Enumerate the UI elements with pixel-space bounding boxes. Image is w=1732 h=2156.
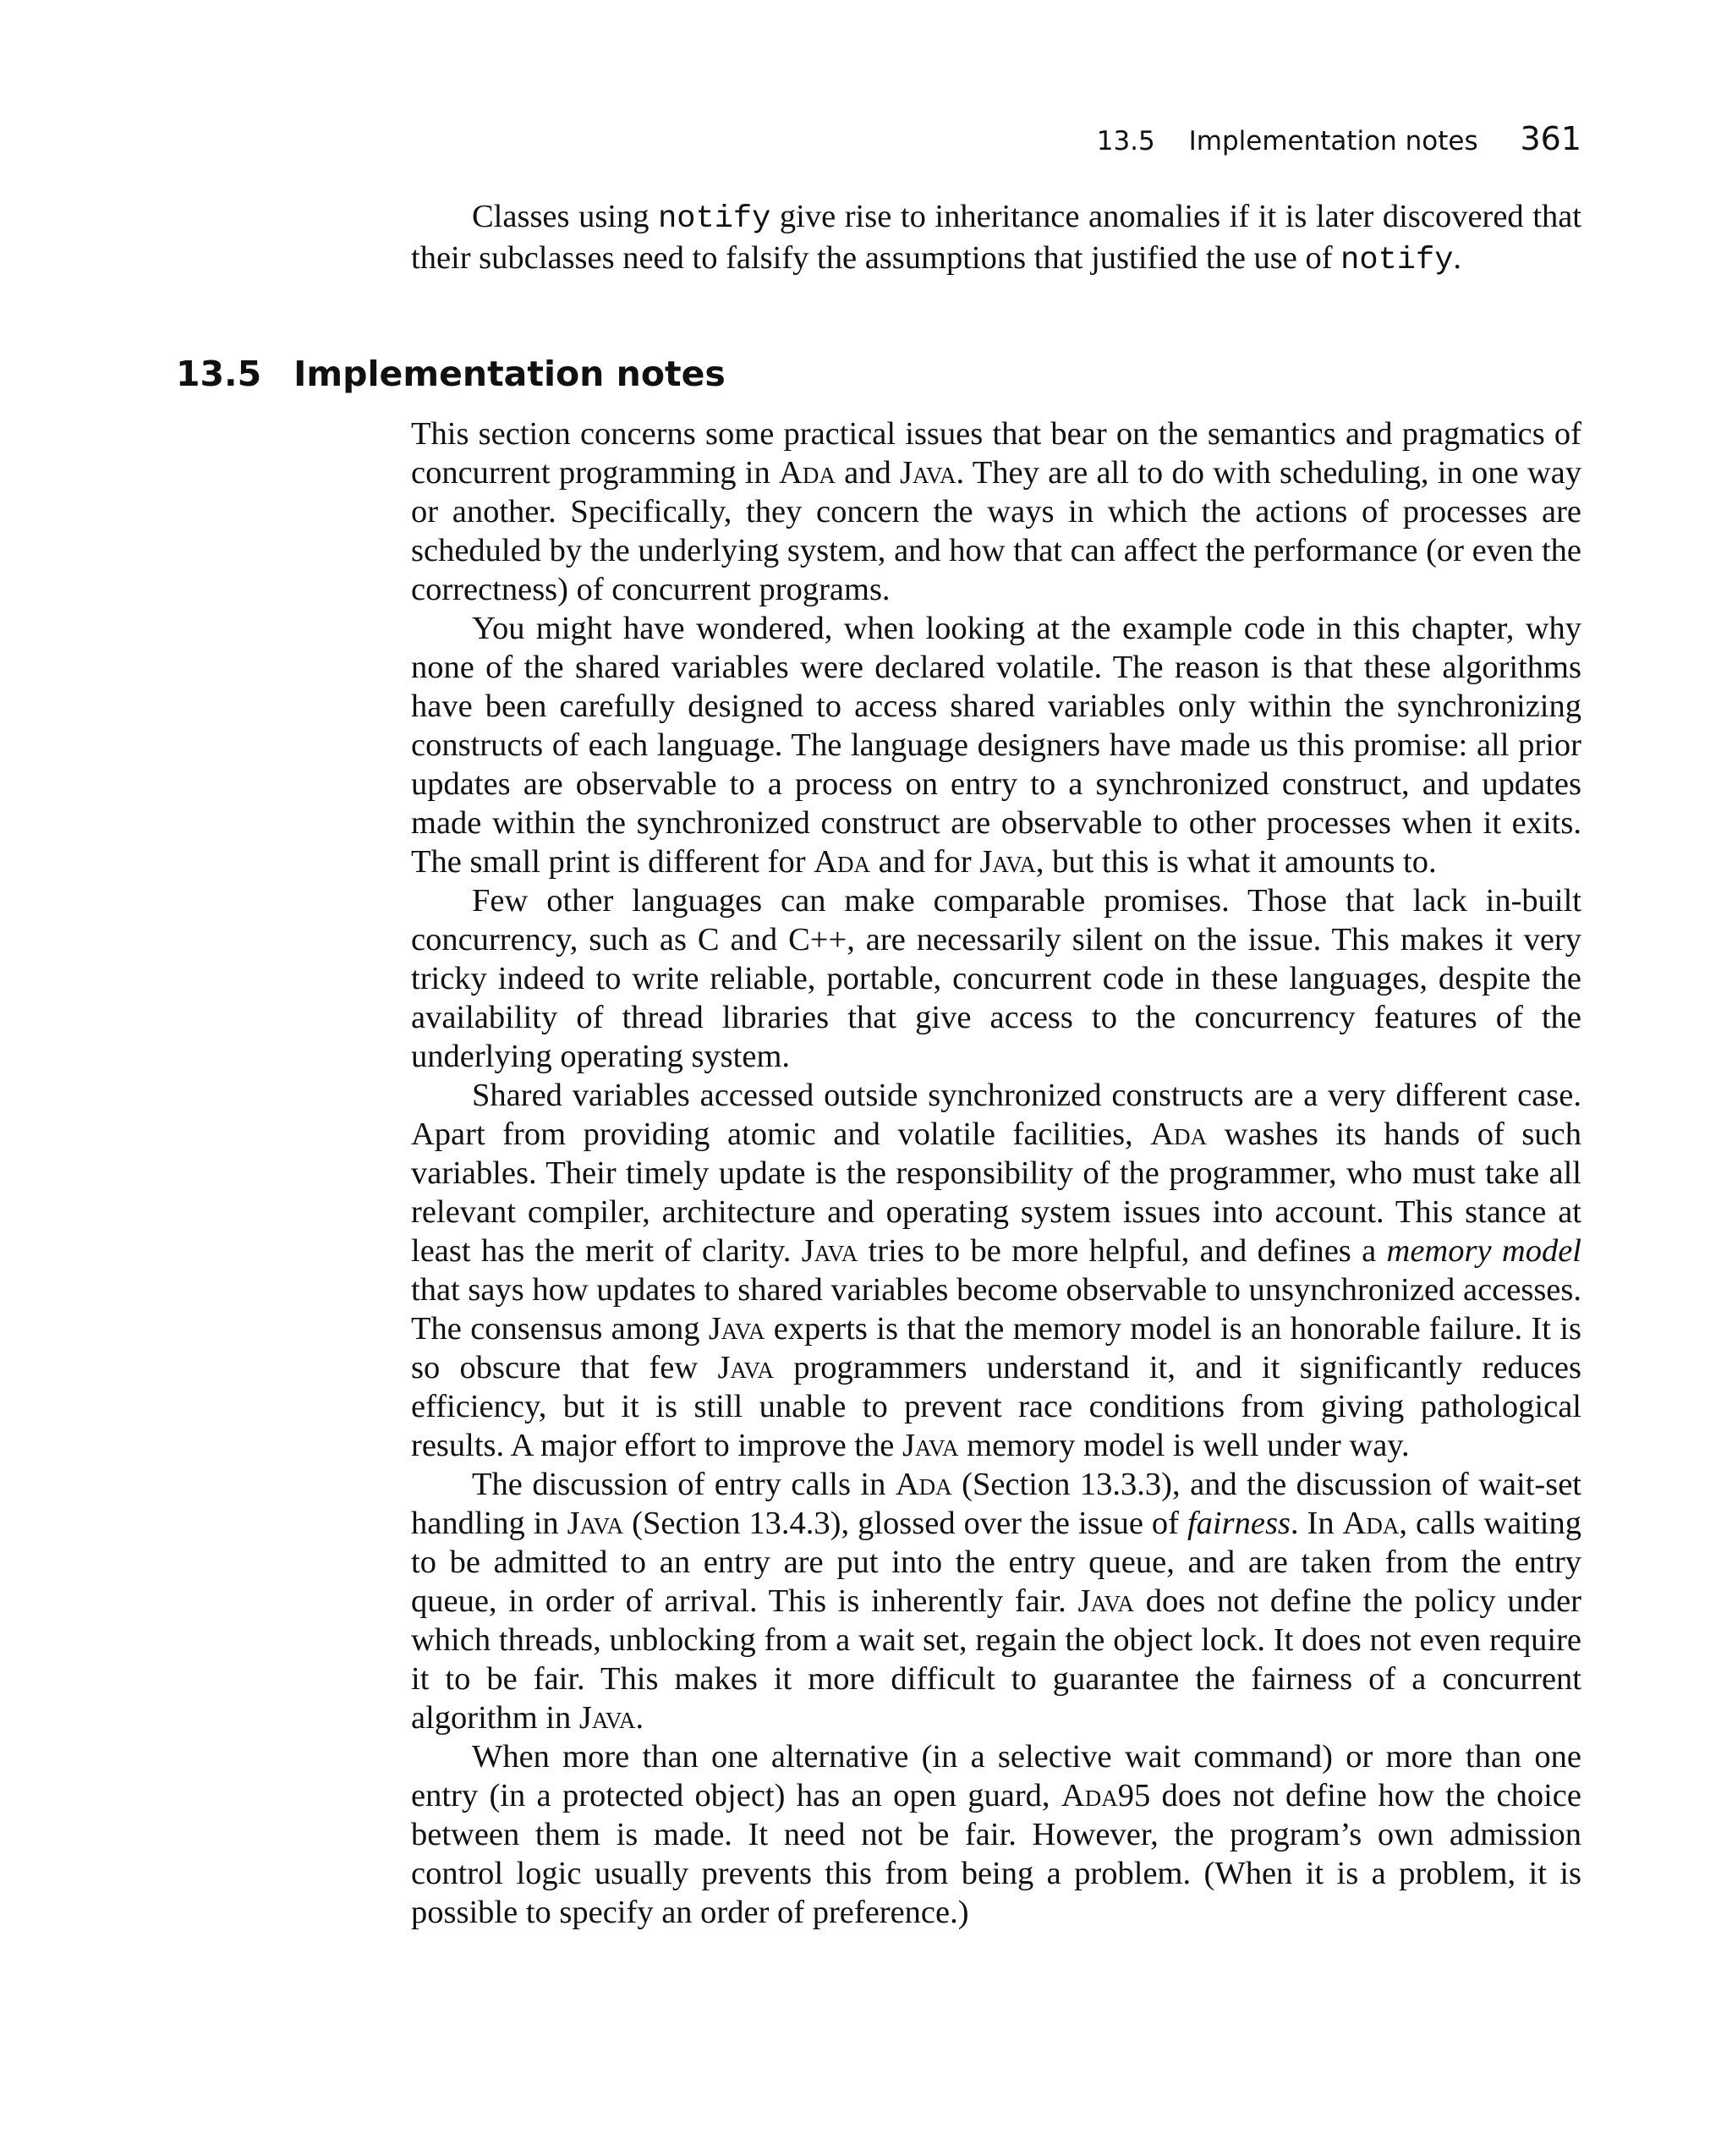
code-notify: notify (658, 201, 771, 237)
section-number: 13.5 (176, 354, 262, 394)
running-head-title: Implementation notes (1188, 126, 1478, 156)
term-memory-model: memory model (1386, 1233, 1581, 1269)
section-title: Implementation notes (293, 354, 726, 394)
paragraph-5: The discussion of entry calls in Ada (Section 13.3.3), and the discussion of wait-set handling in Java (Section 13.4.3), glossed over the issue of fairness. In Ada, calls waiting to be admitted to an entry are put into the entry queue, and are taken from the entry queue, in order of arrival. This is inherently fair. Java does not define the policy under which threads, unblocking from a wait set, regain the object lock. It does not even require it to be fair. This makes it more difficult to guarantee the fairness of a concurrent algorithm in Java. (411, 1467, 1582, 1736)
paragraph-1: This section concerns some practical issues that bear on the semantics and pragmatics of concurrent programming in Ada and Java. They are all to do with scheduling, in one way or another. Specifically, they concern the ways in which the actions of processes are scheduled by the underlying system, and how that can affect the performance (or even the correctness) of concurrent programs. (411, 416, 1582, 607)
code-notify: notify (1340, 243, 1454, 278)
page-number: 361 (1520, 120, 1581, 157)
paragraph-2: You might have wondered, when looking at the example code in this chapter, why none of the shared variables were declared volatile. The reason is that these algorithms have been carefully designed to access shared variables only within the synchronizing constructs of each language. The language designers have made us this promise: all prior updates are observable to a process on entry to a synchronized construct, and updates made within the synchronized construct are observable to other processes when it exits. The small print is different for Ada and for Java, but this is what it amounts to. (411, 611, 1581, 880)
paragraph-notify: Classes using notify give rise to inheritance anomalies if it is later discovered that their subclasses need to falsify the assumptions that justified the use of notify. (411, 199, 1581, 278)
running-head-section-number: 13.5 (1096, 126, 1155, 156)
running-head (1097, 120, 1581, 157)
section-heading (176, 354, 726, 394)
section-body (411, 414, 1581, 1932)
paragraph-6: When more than one alternative (in a selective wait command) or more than one entry (in a protected object) has an open guard, Ada95 does not define how the choice between them is made. It need not be fair. However, the program’s own admission control logic usually prevents this from being a problem. (When it is a problem, it is possible to specify an order of preference.) (411, 1739, 1581, 1930)
paragraph-3: Few other languages can make comparable promises. Those that lack in-built concurrency, such as C and C++, are necessarily silent on the issue. This makes it very tricky indeed to write reliable, portable, concurrent code in these languages, despite the availability of thread libraries that give access to the concurrency features of the underlying operating system. (411, 883, 1581, 1074)
paragraph-4: Shared variables accessed outside synchronized constructs are a very different case. Apart from providing atomic and volatile facilities, Ada washes its hands of such variables. Their timely update is the responsibility of the programmer, who must take all relevant compiler, architecture and operating system issues into account. This stance at least has the merit of clarity. Java tries to be more helpful, and defines a memory model that says how updates to shared variables become observable to unsynchronized accesses. The consensus among Java experts is that the memory model is an honorable failure. It is so obscure that few Java programmers understand it, and it significantly reduces efficiency, but it is still unable to prevent race conditions from giving pathological results. A major effort to improve the Java memory model is well under way. (411, 1078, 1581, 1463)
term-fairness: fairness (1187, 1506, 1291, 1541)
top-paragraph-block (411, 197, 1581, 280)
